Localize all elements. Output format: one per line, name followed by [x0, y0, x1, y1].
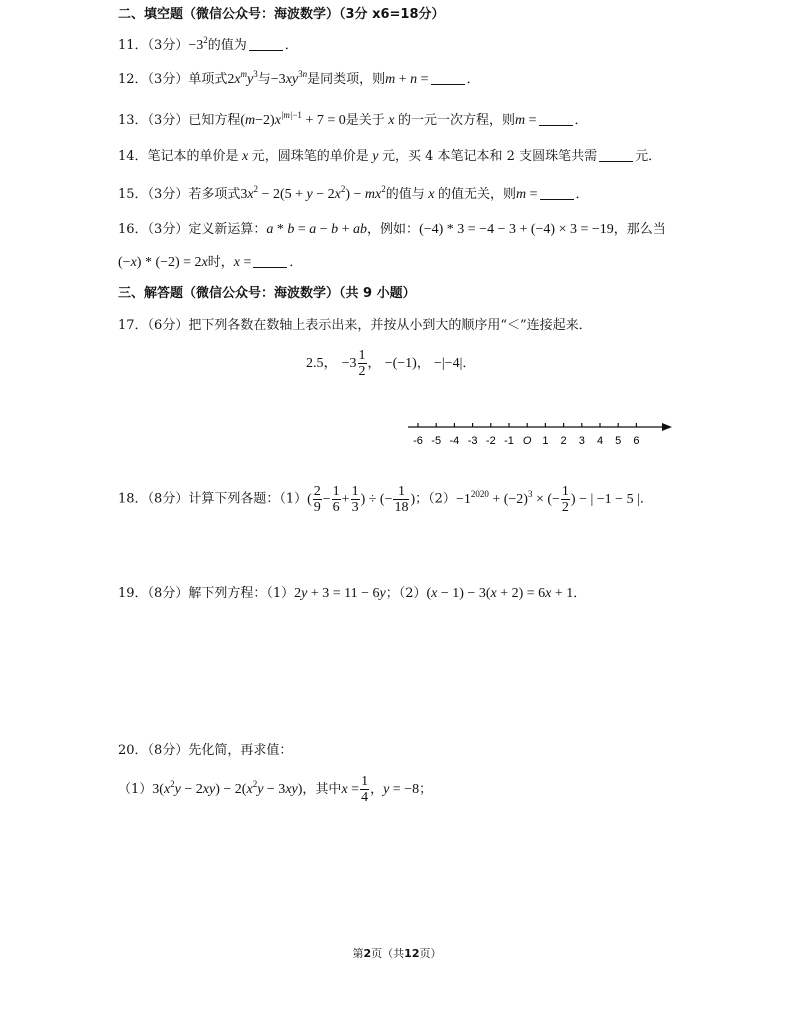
question-17: 17．（6分）把下列各数在数轴上表示出来，并按从小到大的顺序用“＜”连接起来．: [118, 318, 592, 333]
section-3-heading: 三、解答题（微信公众号：海波数学）（共 9 小题）: [118, 286, 416, 301]
q20-part1-label: （1）: [118, 782, 153, 797]
q12-sum: m + n =: [385, 72, 429, 87]
q19-end: ．: [573, 586, 587, 601]
q15-end: ．: [575, 187, 589, 202]
q16-example: (−4) * 3 = −4 − 3 + (−4) × 3 = −19: [419, 222, 614, 237]
q12-end: ．: [466, 72, 480, 87]
q17-number-a: 2.5，: [306, 356, 338, 371]
number-line-label: -5: [431, 435, 442, 447]
q19-equation-1: 2y + 3 = 11 − 6y: [294, 586, 386, 601]
q15-var-x: x: [424, 187, 438, 202]
q15-polynomial: $3x^2 - 2(5 + y - 2x^2) - mx^2$: [240, 184, 386, 202]
q15-tail2: 的值无关，则: [437, 187, 516, 202]
q18-frac-2-9: $\frac{2}{9}$: [313, 484, 321, 515]
q14-y-unit: 元，买 4 本笔记本和 2 支圆珠笔共需: [382, 149, 598, 164]
q13-end: ．: [574, 113, 588, 128]
number-line-label: 3: [578, 435, 585, 447]
footer-total-pages: 12: [404, 947, 420, 960]
q16-end: ．: [289, 255, 303, 270]
q17-sep-c: ，: [416, 356, 430, 371]
q16-x: x =: [233, 255, 252, 270]
q20-end: ；: [419, 782, 433, 797]
number-line-label: 4: [596, 435, 604, 447]
q19-label: 19．（8分）解下列方程：（1）: [118, 586, 295, 601]
q16-condition: (−x) * (−2) = 2x: [118, 255, 208, 270]
q18-label: 18．（8分）计算下列各题：（1）: [118, 491, 308, 507]
q11-label: 11．（3分）: [118, 38, 189, 53]
footer-mid: 页（共: [371, 947, 405, 960]
q18-frac-1-18: $\frac{1}{18}$: [394, 484, 409, 515]
q14-answer-blank[interactable]: [599, 149, 633, 162]
q17-number-c: −(−1): [384, 356, 417, 371]
question-18: [118, 484, 653, 515]
number-line: [400, 415, 675, 451]
q18-frac-1-3: $\frac{1}{3}$: [351, 484, 359, 515]
footer-post: 页）: [419, 947, 442, 960]
q17-number-b: −3: [341, 356, 357, 371]
q15-answer-blank[interactable]: [540, 187, 574, 200]
q13-m: m =: [514, 113, 537, 128]
q20-where: ，其中: [302, 782, 342, 797]
q17-sep-b: ，: [367, 356, 381, 371]
q14-x-unit: 元，圆珠笔的单价是: [251, 149, 369, 164]
q18-frac-1-2: $\frac{1}{2}$: [561, 484, 569, 515]
q13-tail2: 的一元一次方程，则: [397, 113, 515, 128]
q11-expression: $-3^2$: [188, 35, 208, 53]
number-line-label: -1: [504, 435, 514, 447]
q18-part1: ( $\frac{2}{9}$ − $\frac{1}{6}$ + $\frac{1}{3}$ ) ÷ (− $\frac{1}{18}$ ): [307, 484, 416, 515]
q20-expression: $3(x^2y - 2xy) - 2(x^2y - 3xy)$: [152, 779, 303, 797]
section-2-heading: 二、填空题（微信公众号：海波数学）（3分 x6=18分）: [118, 7, 445, 22]
q17-sep-d: ．: [462, 356, 476, 371]
q12-label: 12．（3分）单项式: [118, 72, 228, 87]
q13-equation: $(m-2)x^{|m|-1} + 7 = 0$: [240, 110, 346, 128]
number-line-label: 6: [633, 435, 640, 447]
question-16: [118, 221, 666, 239]
q15-tail: 的值与: [385, 187, 425, 202]
number-line-label: -3: [467, 435, 478, 447]
q11-answer-blank[interactable]: [249, 38, 283, 51]
q13-label: 13．（3分）已知方程: [118, 113, 241, 128]
footer-pre: 第: [352, 947, 364, 960]
number-line-label: 2: [560, 435, 567, 447]
q20-x-value: x =: [341, 782, 360, 797]
q14-text: 14．笔记本的单价是: [118, 149, 239, 164]
question-15: [118, 186, 589, 204]
question-12: [118, 71, 480, 89]
q15-label: 15．（3分）若多项式: [118, 187, 241, 202]
q18-sep: ；（2）: [415, 491, 456, 507]
q16-line2-tail: 时，: [207, 255, 234, 270]
q20-part-1: [118, 774, 432, 805]
q12-tail: 是同类项，则: [307, 72, 386, 87]
q20-y-value: y = −8: [383, 782, 420, 797]
q18-part2: $-1^{2020} + (-2)^3$ × (− $\frac{1}{2}$ ) − | −1 − 5 |: [455, 484, 640, 515]
q20-sep: ，: [370, 782, 384, 797]
q20-frac-1-4: $\frac{1}{4}$: [361, 774, 369, 805]
q17-number-d: −|−4|: [433, 356, 463, 371]
q12-monomial-2: $-3xy^{3n}$: [270, 69, 308, 87]
number-line-label: 1: [542, 435, 549, 447]
q13-tail: 是关于: [345, 113, 385, 128]
q18-end: ．: [639, 491, 653, 507]
question-13: [118, 112, 588, 130]
question-19: [118, 585, 586, 603]
number-line-label: 5: [615, 435, 622, 447]
q11-text: 的值为: [207, 38, 247, 53]
q19-sep: ；（2）: [385, 586, 427, 601]
q13-var-x: x: [384, 113, 398, 128]
q16-label: 16．（3分）定义新运算：: [118, 222, 267, 237]
q15-m: m =: [515, 187, 538, 202]
number-line-arrow: [662, 423, 672, 431]
q16-definition: a * b = a − b + ab: [266, 222, 368, 237]
q12-mid: 与: [257, 72, 271, 87]
question-20: 20．（8分）先化简，再求值：: [118, 743, 293, 758]
q12-monomial-1: $2x^my^3$: [227, 69, 258, 87]
question-16-line-2: [118, 254, 302, 272]
q14-end: 元．: [635, 149, 662, 164]
number-line-label: -2: [485, 435, 496, 447]
q16-example-label: ，例如：: [367, 222, 420, 237]
q14-var-x: x: [238, 149, 252, 164]
number-line-label: -6: [413, 435, 423, 447]
question-14: [118, 148, 661, 166]
question-11: [118, 37, 298, 55]
q17-number-list: [306, 348, 475, 379]
footer-page-number: 2: [363, 947, 372, 960]
q16-tail: ，那么当: [613, 222, 666, 237]
q13-answer-blank[interactable]: [539, 113, 573, 126]
q19-equation-2: (x − 1) − 3(x + 2) = 6x + 1: [426, 586, 574, 601]
q11-end: ．: [284, 38, 298, 53]
page-footer: [0, 945, 794, 961]
number-line-label: -4: [449, 435, 460, 447]
q12-answer-blank[interactable]: [431, 72, 465, 85]
q17-fraction-half: $\frac{1}{2}$: [358, 348, 366, 379]
q14-var-y: y: [368, 149, 382, 164]
q16-answer-blank[interactable]: [253, 255, 287, 268]
number-line-label: O: [522, 435, 532, 447]
q18-frac-1-6: $\frac{1}{6}$: [332, 484, 340, 515]
